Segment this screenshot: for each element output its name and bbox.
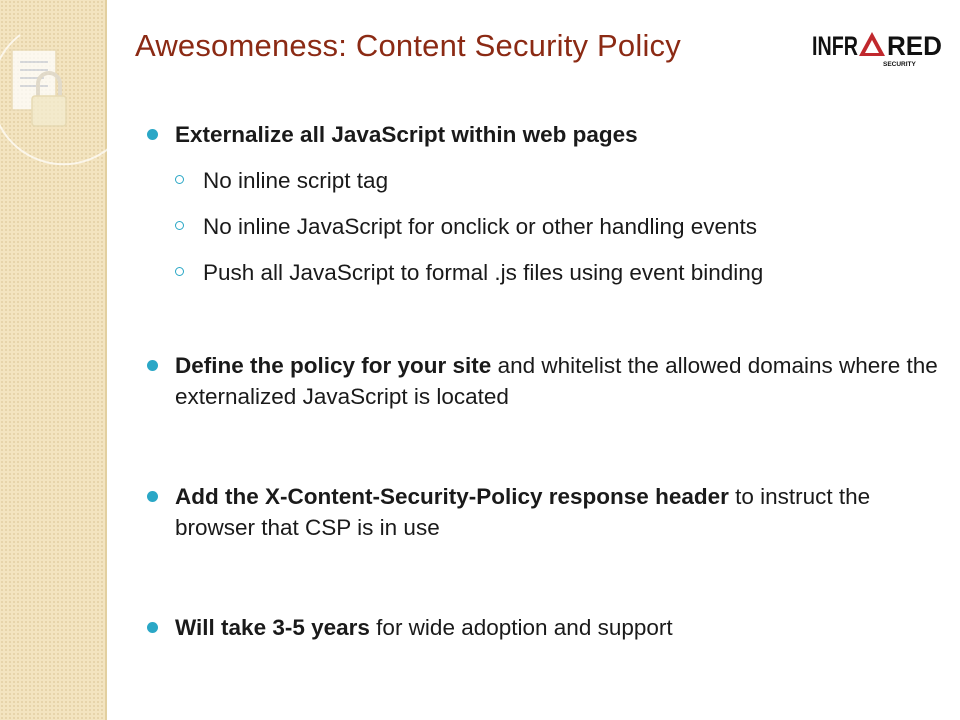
bullet-text <box>175 350 947 412</box>
bullet-bold-text: Add the X-Content-Security-Policy response header <box>175 484 729 509</box>
bullet-marker <box>147 491 158 502</box>
subitem-no-inline-script <box>175 165 935 196</box>
subitem-marker <box>175 267 184 276</box>
subitem-no-inline-handlers <box>175 211 935 242</box>
logo-wordmark-right: RED <box>887 31 942 61</box>
bullet-text <box>175 119 947 150</box>
subitem-text: No inline script tag <box>203 168 389 193</box>
bullet-bold-text: Externalize all JavaScript within web pages <box>175 122 638 147</box>
logo-tagline: SECURITY <box>883 61 916 68</box>
subitem-marker <box>175 175 184 184</box>
bullet-adoption-timeline <box>147 612 947 643</box>
subitem-text: No inline JavaScript for onclick or other handling events <box>203 214 758 239</box>
bullet-marker <box>147 360 158 371</box>
subitem-marker <box>175 221 184 230</box>
bullet-bold-text: Define the policy for your site <box>175 353 492 378</box>
bullet-add-csp-header <box>147 481 947 543</box>
logo-wordmark-left: INFR <box>812 31 858 61</box>
bullet-marker <box>147 622 158 633</box>
infrared-security-logo <box>812 26 944 72</box>
bullet-rest-text: and whitelist the allowed domains where the externalized JavaScript is located <box>175 353 938 409</box>
bullet-rest-text: to instruct the browser that CSP is in use <box>175 484 871 540</box>
subitem-text: Push all JavaScript to formal .js files using event binding <box>203 260 764 285</box>
bullet-externalize-js <box>147 119 947 150</box>
bullet-text <box>175 481 947 543</box>
bullet-rest-text: for wide adoption and support <box>369 615 673 640</box>
subitem-push-to-js-files <box>175 257 935 288</box>
bullet-bold-text: Will take 3-5 years <box>175 615 370 640</box>
bullet-define-policy <box>147 350 947 412</box>
slide-title: Awesomeness: Content Security Policy <box>135 28 681 63</box>
bullet-marker <box>147 129 158 140</box>
bullet-text <box>175 612 947 643</box>
document-lock-icon <box>0 0 140 200</box>
